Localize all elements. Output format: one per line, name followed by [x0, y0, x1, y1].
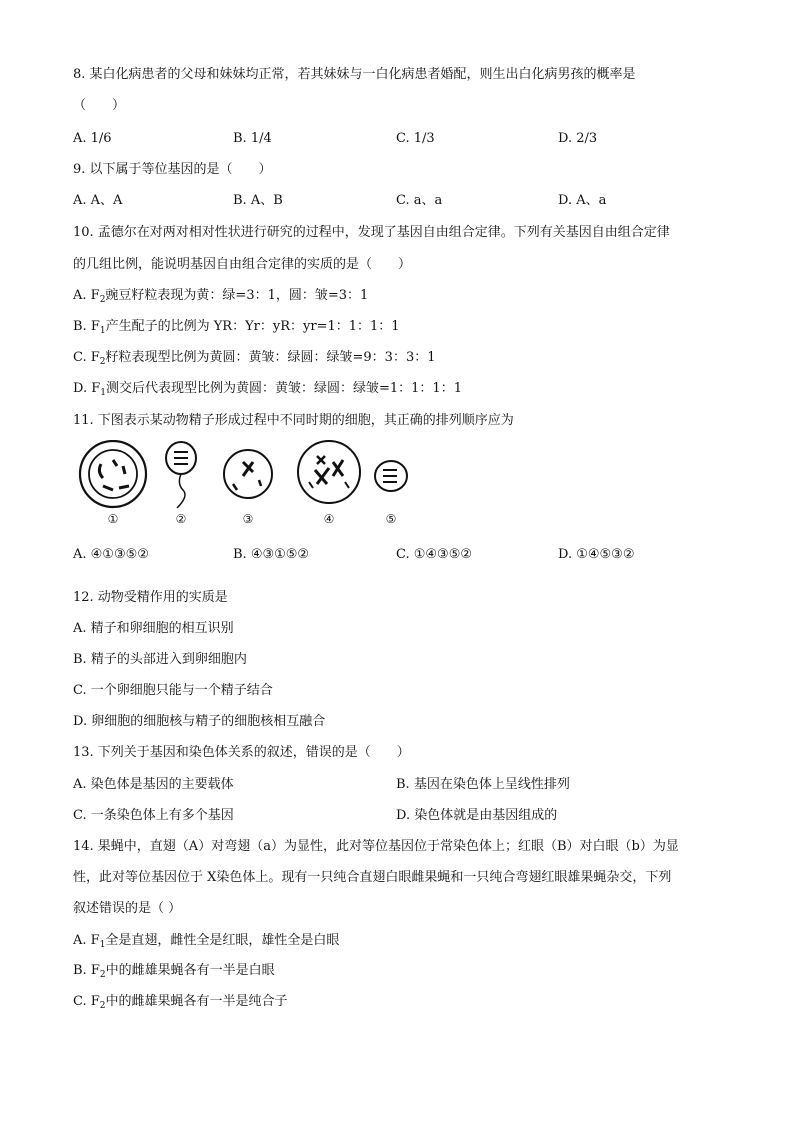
q12-option-b: B. 精子的头部进入到卵细胞内: [73, 652, 247, 667]
q8-option-a: A. 1/6: [73, 131, 112, 146]
figure-label-5: ⑤: [385, 512, 397, 526]
q8-stem: 8. 某白化病患者的父母和妹妹均正常，若其妹妹与一白化病患者婚配，则生出白化病男孩的概率是: [73, 67, 636, 82]
q14-option-b: B. $F_2$中的雌雄果蝇各有一半是白眼: [73, 963, 275, 980]
q8-answer-paren: （ ）: [73, 98, 126, 113]
q13-option-d: D. 染色体就是由基因组成的: [396, 808, 558, 823]
q10-stem-line1: 10. 孟德尔在对两对相对性状进行研究的过程中，发现了基因自由组合定律。下列有关基因自由组合定律: [73, 225, 670, 240]
q12-option-c: C. 一个卵细胞只能与一个精子结合: [73, 683, 273, 698]
cell-1: [80, 441, 146, 507]
q11-option-d: D. ①④⑤③②: [558, 547, 635, 562]
q9-option-a: A. A、A: [73, 193, 123, 208]
cell-4: [298, 441, 360, 503]
q10-option-b: B. $F_1$产生配子的比例为 YR：Yr：yR：yr=1：1：1：1: [73, 319, 400, 336]
q13-option-a: A. 染色体是基因的主要载体: [73, 777, 234, 792]
q11-option-a: A. ④①③⑤②: [73, 547, 149, 562]
q13-stem: 13. 下列关于基因和染色体关系的叙述，错误的是（ ）: [73, 745, 410, 760]
q8-option-c: C. 1/3: [396, 131, 435, 146]
q14-option-c: C. $F_2$中的雌雄果蝇各有一半是纯合子: [73, 994, 288, 1011]
q9-option-c: C. a、a: [396, 193, 443, 208]
figure-label-4: ④: [323, 512, 335, 526]
q13-option-c: C. 一条染色体上有多个基因: [73, 808, 234, 823]
q9-option-d: D. A、a: [558, 193, 607, 208]
q12-option-d: D. 卵细胞的细胞核与精子的细胞核相互融合: [73, 714, 326, 729]
q10-option-c: C. $F_2$籽粒表现型比例为黄圆：黄皱：绿圆：绿皱=9：3：3：1: [73, 350, 436, 367]
q8-option-d: D. 2/3: [558, 131, 598, 146]
figure-label-3: ③: [242, 512, 254, 526]
q9-stem: 9. 以下属于等位基因的是（ ）: [73, 162, 272, 177]
q12-option-a: A. 精子和卵细胞的相互识别: [73, 621, 234, 636]
q13-option-b: B. 基因在染色体上呈线性排列: [396, 777, 570, 792]
q11-option-c: C. ①④③⑤②: [396, 547, 473, 562]
cell-5: [375, 461, 407, 491]
cell-3: [224, 450, 272, 498]
q14-stem-line2: 性，此对等位基因位于 X染色体上。现有一只纯合直翅白眼雌果蝇和一只纯合弯翅红眼雄果蝇杂交，下列: [73, 870, 672, 885]
q11-stem: 11. 下图表示某动物精子形成过程中不同时期的细胞，其正确的排列顺序应为: [73, 413, 514, 428]
q11-option-b: B. ④③①⑤②: [233, 547, 310, 562]
q8-option-b: B. 1/4: [233, 131, 272, 146]
q9-option-b: B. A、B: [233, 193, 283, 208]
cell-diagram-figure: [73, 440, 423, 532]
q12-stem: 12. 动物受精作用的实质是: [73, 590, 228, 605]
q10-option-a: A. $F_2$豌豆籽粒表现为黄：绿=3：1，圆：皱=3：1: [73, 288, 369, 305]
cell-2: [166, 442, 196, 508]
q14-stem-line1: 14. 果蝇中，直翅（A）对弯翅（a）为显性，此对等位基因位于常染色体上；红眼（B）对白眼（b）为显: [73, 839, 679, 854]
figure-label-2: ②: [175, 512, 187, 526]
q10-option-d: D. $F_1$测交后代表现型比例为黄圆：黄皱：绿圆：绿皱=1：1：1：1: [73, 381, 462, 398]
q14-stem-line3: 叙述错误的是（ ）: [73, 901, 182, 916]
q10-stem-line2: 的几组比例，能说明基因自由组合定律的实质的是（ ）: [73, 257, 412, 272]
q14-option-a: A. $F_1$全是直翅，雌性全是红眼，雄性全是白眼: [73, 933, 340, 950]
figure-label-1: ①: [107, 512, 119, 526]
